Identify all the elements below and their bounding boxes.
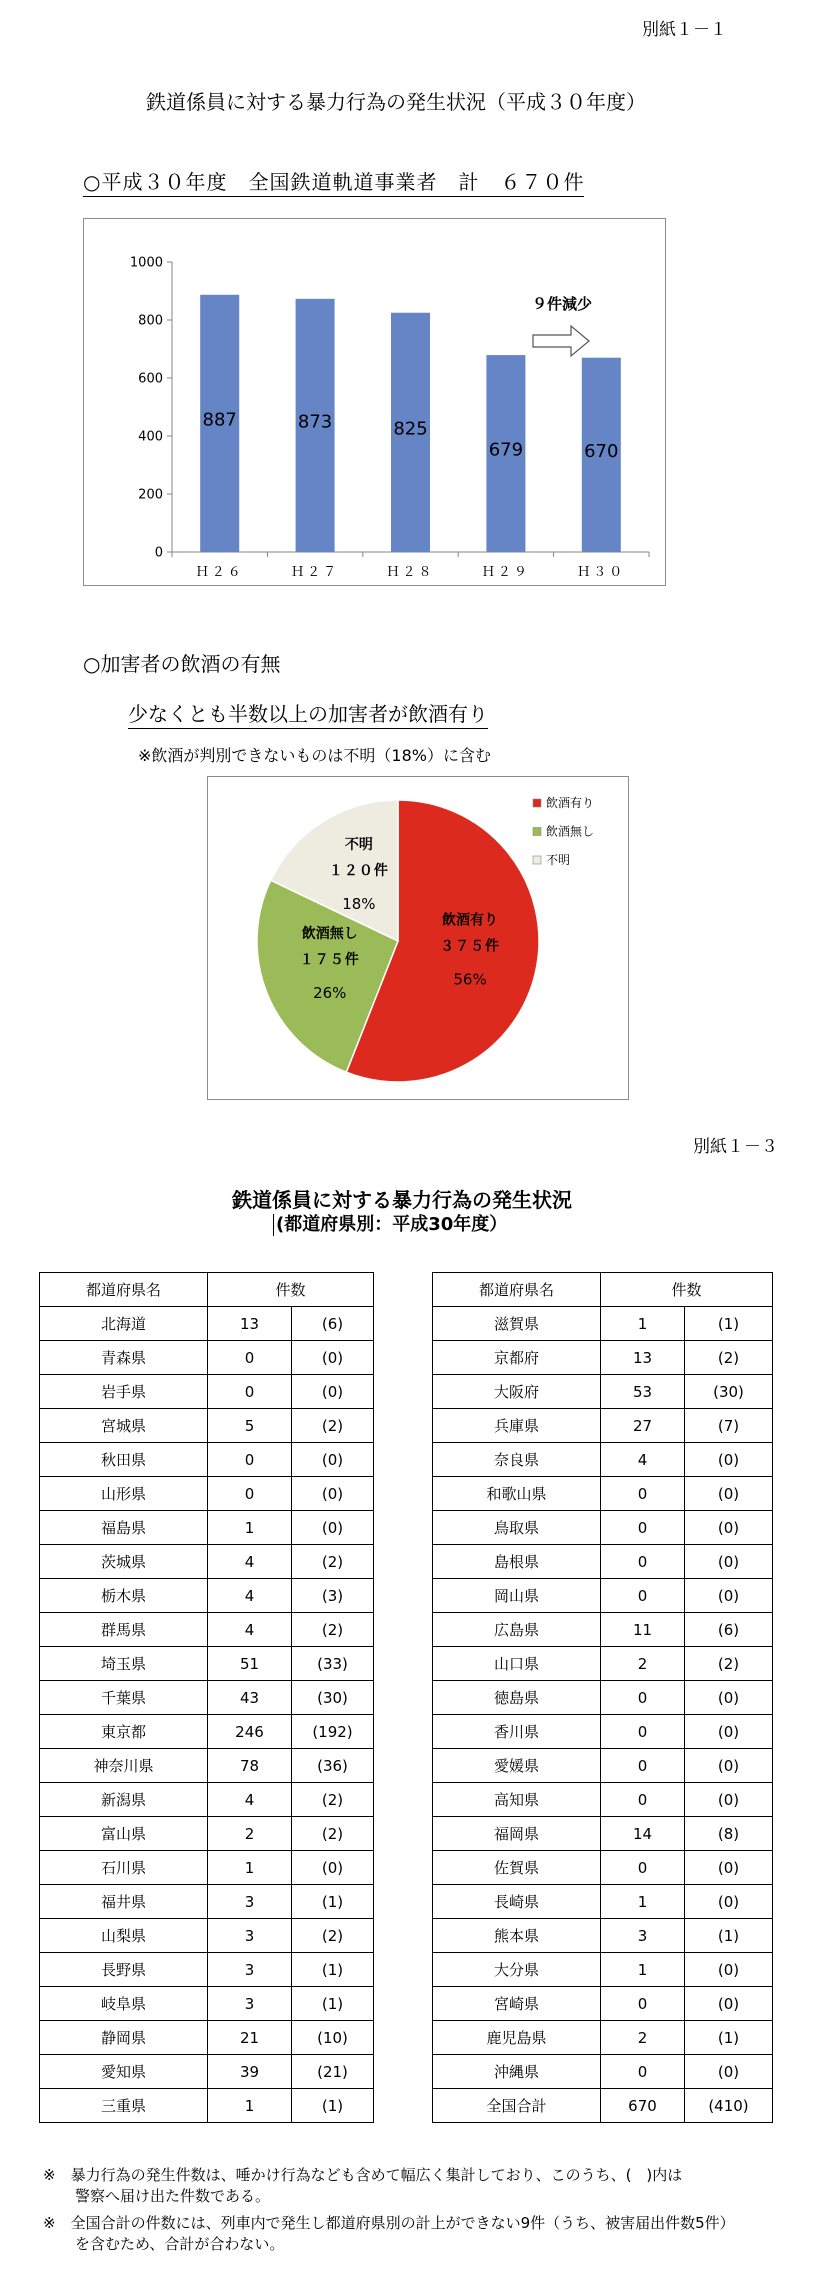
incident-count-cell: 246 bbox=[208, 1715, 292, 1749]
police-report-count-cell: (1) bbox=[292, 2089, 374, 2123]
slice-percent-label: 18% bbox=[342, 894, 376, 913]
incident-count-cell: 0 bbox=[601, 1783, 685, 1817]
prefecture-name-cell: 奈良県 bbox=[433, 1443, 601, 1477]
prefecture-name-cell: 神奈川県 bbox=[40, 1749, 208, 1783]
table-row bbox=[433, 1851, 773, 1885]
incident-count-cell: 1 bbox=[601, 1885, 685, 1919]
police-report-count-cell: (2) bbox=[685, 1647, 773, 1681]
attachment-number-1: 別紙１－１ bbox=[642, 20, 727, 40]
police-report-count-cell: (2) bbox=[685, 1341, 773, 1375]
table-row bbox=[40, 1749, 374, 1783]
prefecture-name-cell: 島根県 bbox=[433, 1545, 601, 1579]
bar-value-label: 825 bbox=[393, 418, 428, 440]
prefecture-name-cell: 全国合計 bbox=[433, 2089, 601, 2123]
incident-count-cell: 1 bbox=[208, 1511, 292, 1545]
header-count: 件数 bbox=[601, 1273, 773, 1307]
table-row bbox=[40, 1341, 374, 1375]
incident-count-cell: 0 bbox=[601, 1477, 685, 1511]
prefecture-name-cell: 高知県 bbox=[433, 1783, 601, 1817]
prefecture-name-cell: 京都府 bbox=[433, 1341, 601, 1375]
incident-count-cell: 1 bbox=[601, 1307, 685, 1341]
prefecture-table-title: 鉄道係員に対する暴力行為の発生状況 bbox=[232, 1188, 572, 1212]
police-report-count-cell: (2) bbox=[292, 1409, 374, 1443]
table-row bbox=[40, 2021, 374, 2055]
police-report-count-cell: (6) bbox=[292, 1307, 374, 1341]
footnote-2-line-2: を含むため、合計が合わない。 bbox=[75, 2235, 285, 2253]
police-report-count-cell: (1) bbox=[685, 1919, 773, 1953]
table-row bbox=[40, 1817, 374, 1851]
bar-value-label: 679 bbox=[488, 439, 524, 461]
incident-count-cell: 43 bbox=[208, 1681, 292, 1715]
prefecture-name-cell: 福井県 bbox=[40, 1885, 208, 1919]
police-report-count-cell: (2) bbox=[292, 1919, 374, 1953]
table-row bbox=[433, 1953, 773, 1987]
prefecture-name-cell: 山梨県 bbox=[40, 1919, 208, 1953]
incident-count-cell: 0 bbox=[601, 1851, 685, 1885]
table-row bbox=[40, 1409, 374, 1443]
table-row bbox=[433, 1749, 773, 1783]
table-row bbox=[40, 1545, 374, 1579]
prefecture-table-right bbox=[432, 1272, 773, 2123]
prefecture-name-cell: 宮崎県 bbox=[433, 1987, 601, 2021]
table-row bbox=[433, 1477, 773, 1511]
police-report-count-cell: (0) bbox=[685, 1987, 773, 2021]
y-tick-label: 1000 bbox=[129, 255, 163, 271]
police-report-count-cell: (0) bbox=[685, 1681, 773, 1715]
table-row bbox=[40, 1579, 374, 1613]
header-prefecture-name: 都道府県名 bbox=[40, 1273, 208, 1307]
drinking-subheading: 少なくとも半数以上の加害者が飲酒有り bbox=[128, 702, 488, 729]
table-row bbox=[40, 1953, 374, 1987]
footnote-2-line-1: ※ 全国合計の件数には、列車内で発生し都道府県別の計上ができない9件（うち、被害届出件数5件） bbox=[43, 2214, 735, 2232]
prefecture-name-cell: 鹿児島県 bbox=[433, 2021, 601, 2055]
table-row bbox=[40, 1885, 374, 1919]
police-report-count-cell: (10) bbox=[292, 2021, 374, 2055]
police-report-count-cell: (2) bbox=[292, 1545, 374, 1579]
police-report-count-cell: (0) bbox=[292, 1375, 374, 1409]
table-header-row bbox=[40, 1273, 374, 1307]
police-report-count-cell: (30) bbox=[292, 1681, 374, 1715]
incident-count-cell: 1 bbox=[601, 1953, 685, 1987]
incident-count-cell: 3 bbox=[208, 1987, 292, 2021]
table-row bbox=[433, 1375, 773, 1409]
prefecture-name-cell: 北海道 bbox=[40, 1307, 208, 1341]
prefecture-name-cell: 大分県 bbox=[433, 1953, 601, 1987]
police-report-count-cell: (21) bbox=[292, 2055, 374, 2089]
police-report-count-cell: (0) bbox=[292, 1477, 374, 1511]
police-report-count-cell: (33) bbox=[292, 1647, 374, 1681]
slice-name-label: 飲酒有り bbox=[442, 912, 499, 929]
table-row bbox=[433, 1545, 773, 1579]
prefecture-name-cell: 富山県 bbox=[40, 1817, 208, 1851]
police-report-count-cell: (0) bbox=[685, 1477, 773, 1511]
x-tick-label: Ｈ２６ bbox=[195, 565, 244, 580]
table-row bbox=[40, 1851, 374, 1885]
decrease-arrow-icon bbox=[533, 326, 589, 356]
table-row bbox=[433, 1443, 773, 1477]
table-row bbox=[433, 1817, 773, 1851]
prefecture-name-cell: 岐阜県 bbox=[40, 1987, 208, 2021]
table-row bbox=[40, 1783, 374, 1817]
police-report-count-cell: (0) bbox=[685, 1511, 773, 1545]
incident-count-cell: 2 bbox=[208, 1817, 292, 1851]
incident-count-cell: 3 bbox=[208, 1953, 292, 1987]
police-report-count-cell: (2) bbox=[292, 1817, 374, 1851]
police-report-count-cell: (0) bbox=[685, 1749, 773, 1783]
prefecture-name-cell: 宮城県 bbox=[40, 1409, 208, 1443]
incident-count-cell: 0 bbox=[208, 1477, 292, 1511]
y-tick-label: 0 bbox=[154, 545, 163, 561]
prefecture-name-cell: 愛知県 bbox=[40, 2055, 208, 2089]
legend-label: 飲酒有り bbox=[546, 796, 595, 810]
incident-count-cell: 4 bbox=[208, 1579, 292, 1613]
prefecture-table-left bbox=[39, 1272, 374, 2123]
bar-value-label: 873 bbox=[297, 411, 333, 433]
header-count: 件数 bbox=[208, 1273, 374, 1307]
prefecture-name-cell: 埼玉県 bbox=[40, 1647, 208, 1681]
slice-count-label: ３７５件 bbox=[440, 938, 501, 955]
prefecture-name-cell: 山形県 bbox=[40, 1477, 208, 1511]
y-tick-label: 600 bbox=[138, 371, 163, 387]
incident-count-cell: 2 bbox=[601, 2021, 685, 2055]
police-report-count-cell: (8) bbox=[685, 1817, 773, 1851]
prefecture-name-cell: 新潟県 bbox=[40, 1783, 208, 1817]
incident-count-cell: 4 bbox=[208, 1613, 292, 1647]
police-report-count-cell: (2) bbox=[292, 1783, 374, 1817]
police-report-count-cell: (2) bbox=[292, 1613, 374, 1647]
table-row bbox=[40, 2055, 374, 2089]
legend-swatch bbox=[533, 799, 541, 807]
table-row bbox=[433, 1409, 773, 1443]
table-row bbox=[40, 1307, 374, 1341]
slice-name-label: 不明 bbox=[344, 836, 373, 853]
prefecture-name-cell: 愛媛県 bbox=[433, 1749, 601, 1783]
incident-count-cell: 0 bbox=[208, 1341, 292, 1375]
drinking-heading: ○加害者の飲酒の有無 bbox=[83, 652, 281, 676]
prefecture-name-cell: 和歌山県 bbox=[433, 1477, 601, 1511]
police-report-count-cell: (0) bbox=[685, 1783, 773, 1817]
police-report-count-cell: (1) bbox=[685, 1307, 773, 1341]
total-heading: ○平成３０年度 全国鉄道軌道事業者 計 ６７０件 bbox=[83, 170, 584, 197]
incident-count-cell: 0 bbox=[601, 1681, 685, 1715]
header-prefecture-name: 都道府県名 bbox=[433, 1273, 601, 1307]
prefecture-name-cell: 沖縄県 bbox=[433, 2055, 601, 2089]
legend-label: 不明 bbox=[546, 853, 571, 867]
prefecture-name-cell: 岡山県 bbox=[433, 1579, 601, 1613]
police-report-count-cell: (36) bbox=[292, 1749, 374, 1783]
incident-count-cell: 4 bbox=[601, 1443, 685, 1477]
table-row bbox=[40, 1987, 374, 2021]
prefecture-name-cell: 滋賀県 bbox=[433, 1307, 601, 1341]
prefecture-name-cell: 群馬県 bbox=[40, 1613, 208, 1647]
table-row bbox=[40, 1919, 374, 1953]
police-report-count-cell: (0) bbox=[685, 1545, 773, 1579]
police-report-count-cell: (0) bbox=[685, 1579, 773, 1613]
police-report-count-cell: (1) bbox=[292, 1987, 374, 2021]
prefecture-name-cell: 山口県 bbox=[433, 1647, 601, 1681]
legend-label: 飲酒無し bbox=[546, 824, 595, 839]
footnote-1-line-1: ※ 暴力行為の発生件数は、唾かけ行為なども含めて幅広く集計しており、このうち、( )内は bbox=[43, 2166, 683, 2184]
table-row bbox=[433, 1579, 773, 1613]
prefecture-name-cell: 徳島県 bbox=[433, 1681, 601, 1715]
table-total-row bbox=[433, 2089, 773, 2123]
table-row bbox=[433, 1613, 773, 1647]
prefecture-name-cell: 青森県 bbox=[40, 1341, 208, 1375]
incident-count-cell: 0 bbox=[601, 1715, 685, 1749]
incident-count-cell: 4 bbox=[208, 1783, 292, 1817]
drinking-note: ※飲酒が判別できないものは不明（18%）に含む bbox=[138, 746, 491, 765]
prefecture-name-cell: 秋田県 bbox=[40, 1443, 208, 1477]
table-row bbox=[40, 1511, 374, 1545]
police-report-count-cell: (30) bbox=[685, 1375, 773, 1409]
incident-count-cell: 5 bbox=[208, 1409, 292, 1443]
police-report-count-cell: (410) bbox=[685, 2089, 773, 2123]
police-report-count-cell: (3) bbox=[292, 1579, 374, 1613]
y-tick-label: 200 bbox=[138, 487, 163, 503]
y-tick-label: 400 bbox=[138, 429, 163, 445]
prefecture-name-cell: 熊本県 bbox=[433, 1919, 601, 1953]
prefecture-table-subtitle: (都道府県別：平成30年度） bbox=[273, 1214, 507, 1236]
incident-count-cell: 0 bbox=[601, 1579, 685, 1613]
police-report-count-cell: (7) bbox=[685, 1409, 773, 1443]
incident-count-cell: 0 bbox=[208, 1443, 292, 1477]
police-report-count-cell: (0) bbox=[685, 1715, 773, 1749]
incident-count-cell: 78 bbox=[208, 1749, 292, 1783]
bar-value-label: 887 bbox=[202, 409, 237, 431]
prefecture-name-cell: 大阪府 bbox=[433, 1375, 601, 1409]
table-row bbox=[433, 1919, 773, 1953]
incident-count-cell: 0 bbox=[208, 1375, 292, 1409]
drinking-pie-chart bbox=[208, 777, 628, 1099]
bar-chart-frame bbox=[83, 218, 666, 586]
incident-count-cell: 0 bbox=[601, 1987, 685, 2021]
police-report-count-cell: (1) bbox=[685, 2021, 773, 2055]
incident-count-cell: 3 bbox=[601, 1919, 685, 1953]
police-report-count-cell: (1) bbox=[292, 1885, 374, 1919]
yearly-incidents-bar-chart bbox=[84, 219, 665, 585]
police-report-count-cell: (0) bbox=[685, 1443, 773, 1477]
prefecture-name-cell: 香川県 bbox=[433, 1715, 601, 1749]
table-row bbox=[40, 1375, 374, 1409]
x-tick-label: Ｈ２８ bbox=[386, 565, 435, 580]
incident-count-cell: 13 bbox=[208, 1307, 292, 1341]
table-header-row bbox=[433, 1273, 773, 1307]
prefecture-name-cell: 兵庫県 bbox=[433, 1409, 601, 1443]
police-report-count-cell: (0) bbox=[685, 1885, 773, 1919]
prefecture-name-cell: 栃木県 bbox=[40, 1579, 208, 1613]
table-row bbox=[433, 1647, 773, 1681]
incident-count-cell: 11 bbox=[601, 1613, 685, 1647]
slice-count-label: １２０件 bbox=[328, 862, 389, 879]
attachment-number-3: 別紙１－３ bbox=[693, 1137, 778, 1157]
police-report-count-cell: (6) bbox=[685, 1613, 773, 1647]
legend-swatch bbox=[533, 856, 541, 864]
prefecture-name-cell: 千葉県 bbox=[40, 1681, 208, 1715]
incident-count-cell: 0 bbox=[601, 1545, 685, 1579]
slice-name-label: 飲酒無し bbox=[301, 925, 358, 942]
x-tick-label: Ｈ３０ bbox=[577, 565, 626, 580]
incident-count-cell: 39 bbox=[208, 2055, 292, 2089]
bar-value-label: 670 bbox=[584, 440, 619, 462]
prefecture-name-cell: 静岡県 bbox=[40, 2021, 208, 2055]
table-row bbox=[40, 1715, 374, 1749]
table-row bbox=[433, 1715, 773, 1749]
incident-count-cell: 1 bbox=[208, 2089, 292, 2123]
incident-count-cell: 51 bbox=[208, 1647, 292, 1681]
incident-count-cell: 4 bbox=[208, 1545, 292, 1579]
incident-count-cell: 27 bbox=[601, 1409, 685, 1443]
page-title: 鉄道係員に対する暴力行為の発生状況（平成３０年度） bbox=[146, 90, 646, 114]
police-report-count-cell: (1) bbox=[292, 1953, 374, 1987]
incident-count-cell: 53 bbox=[601, 1375, 685, 1409]
police-report-count-cell: (0) bbox=[685, 1851, 773, 1885]
police-report-count-cell: (0) bbox=[685, 2055, 773, 2089]
incident-count-cell: 0 bbox=[601, 1749, 685, 1783]
table-row bbox=[40, 1613, 374, 1647]
prefecture-name-cell: 佐賀県 bbox=[433, 1851, 601, 1885]
table-row bbox=[40, 2089, 374, 2123]
prefecture-name-cell: 福岡県 bbox=[433, 1817, 601, 1851]
incident-count-cell: 3 bbox=[208, 1885, 292, 1919]
incident-count-cell: 21 bbox=[208, 2021, 292, 2055]
prefecture-name-cell: 三重県 bbox=[40, 2089, 208, 2123]
incident-count-cell: 2 bbox=[601, 1647, 685, 1681]
prefecture-name-cell: 広島県 bbox=[433, 1613, 601, 1647]
police-report-count-cell: (0) bbox=[685, 1953, 773, 1987]
footnote-1-line-2: 警察へ届け出た件数である。 bbox=[75, 2187, 271, 2205]
police-report-count-cell: (0) bbox=[292, 1851, 374, 1885]
pie-chart-frame bbox=[207, 776, 629, 1100]
legend-swatch bbox=[533, 828, 541, 836]
table-row bbox=[433, 1783, 773, 1817]
incident-count-cell: 3 bbox=[208, 1919, 292, 1953]
incident-count-cell: 1 bbox=[208, 1851, 292, 1885]
incident-count-cell: 14 bbox=[601, 1817, 685, 1851]
prefecture-name-cell: 東京都 bbox=[40, 1715, 208, 1749]
table-row bbox=[433, 2021, 773, 2055]
prefecture-name-cell: 鳥取県 bbox=[433, 1511, 601, 1545]
prefecture-name-cell: 長崎県 bbox=[433, 1885, 601, 1919]
table-row bbox=[40, 1443, 374, 1477]
incident-count-cell: 670 bbox=[601, 2089, 685, 2123]
slice-percent-label: 56% bbox=[453, 970, 487, 989]
table-row bbox=[433, 1681, 773, 1715]
table-row bbox=[40, 1681, 374, 1715]
prefecture-name-cell: 長野県 bbox=[40, 1953, 208, 1987]
incident-count-cell: 0 bbox=[601, 1511, 685, 1545]
table-row bbox=[433, 1987, 773, 2021]
police-report-count-cell: (0) bbox=[292, 1443, 374, 1477]
x-tick-label: Ｈ２７ bbox=[291, 565, 340, 580]
police-report-count-cell: (192) bbox=[292, 1715, 374, 1749]
table-row bbox=[433, 1885, 773, 1919]
police-report-count-cell: (0) bbox=[292, 1341, 374, 1375]
prefecture-name-cell: 石川県 bbox=[40, 1851, 208, 1885]
table-row bbox=[433, 1341, 773, 1375]
table-row bbox=[433, 2055, 773, 2089]
prefecture-name-cell: 福島県 bbox=[40, 1511, 208, 1545]
incident-count-cell: 0 bbox=[601, 2055, 685, 2089]
table-row bbox=[433, 1307, 773, 1341]
table-row bbox=[40, 1647, 374, 1681]
police-report-count-cell: (0) bbox=[292, 1511, 374, 1545]
table-row bbox=[433, 1511, 773, 1545]
prefecture-name-cell: 岩手県 bbox=[40, 1375, 208, 1409]
slice-percent-label: 26% bbox=[313, 983, 347, 1002]
slice-count-label: １７５件 bbox=[299, 951, 360, 968]
prefecture-name-cell: 茨城県 bbox=[40, 1545, 208, 1579]
x-tick-label: Ｈ２９ bbox=[481, 565, 530, 580]
table-row bbox=[40, 1477, 374, 1511]
y-tick-label: 800 bbox=[138, 313, 163, 329]
decrease-annotation: ９件減少 bbox=[531, 295, 593, 313]
incident-count-cell: 13 bbox=[601, 1341, 685, 1375]
